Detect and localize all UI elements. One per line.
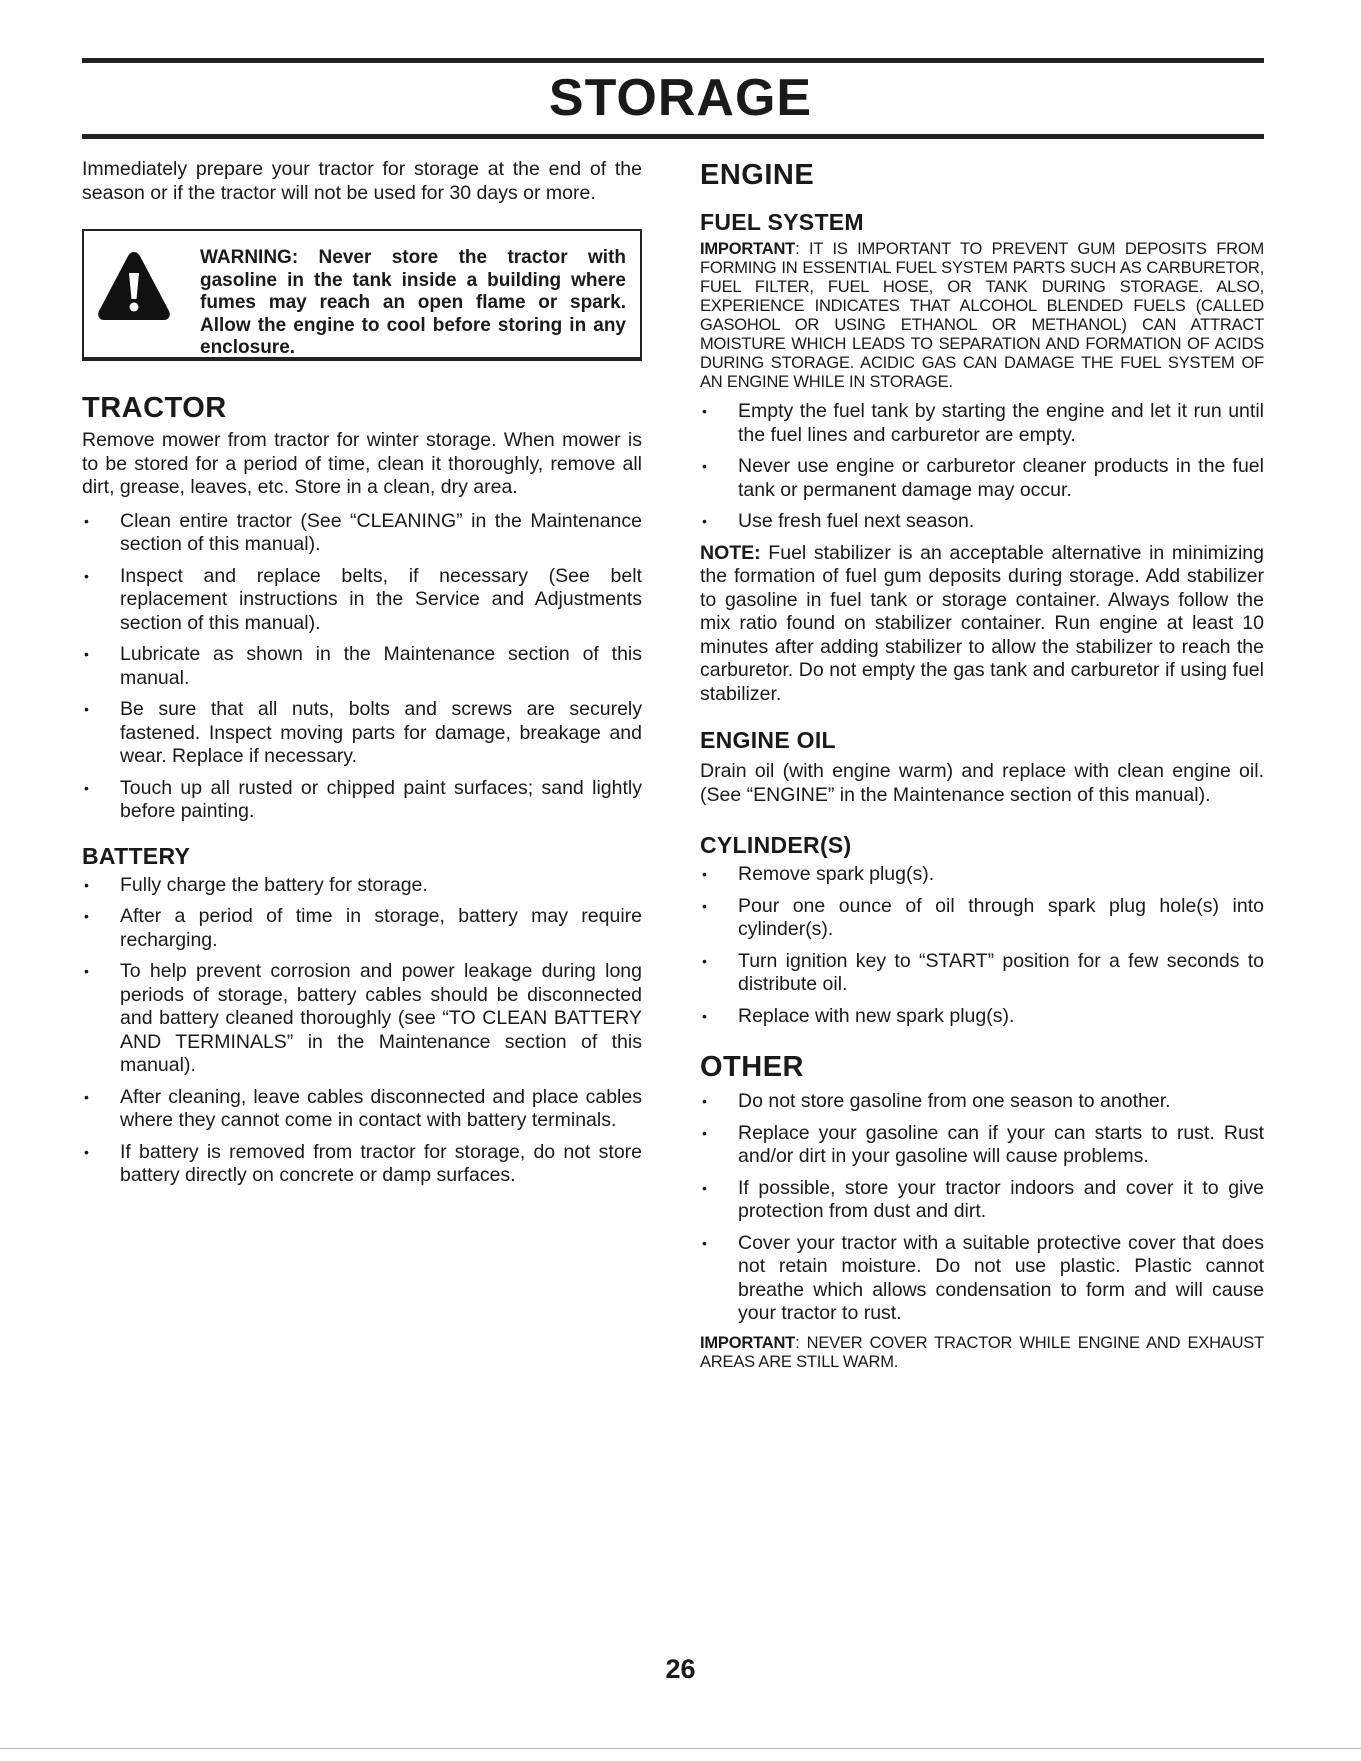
tractor-bullet-list: [82, 510, 642, 824]
list-item: • If battery is removed from tractor for storage, do not store battery directly on concrete or damp surfaces.: [82, 1141, 642, 1188]
list-item: • Inspect and replace belts, if necessary (See belt replacement instructions in the Service and Adjustments section of this manual).: [82, 565, 642, 636]
fuel-system-bullet-list: [700, 400, 1264, 534]
header-rule-top: [82, 58, 1264, 63]
list-item: • If possible, store your tractor indoors and cover it to give protection from dust and dirt.: [700, 1177, 1264, 1224]
engine-heading: ENGINE: [700, 159, 815, 191]
intro-paragraph: Immediately prepare your tractor for storage at the end of the season or if the tractor will not be used for 30 days or more.: [82, 158, 642, 204]
warning-box: [82, 229, 642, 361]
list-item: • Do not store gasoline from one season to another.: [700, 1090, 1264, 1114]
tractor-paragraph: Remove mower from tractor for winter storage. When mower is to be stored for a period of time, clean it thoroughly, remove all dirt, grease, leaves, etc. Store in a clean, dry area.: [82, 429, 642, 498]
list-item: • After cleaning, leave cables disconnected and place cables where they cannot come in contact with battery terminals.: [82, 1086, 642, 1133]
right-column: [700, 158, 1264, 1372]
list-item: • Fully charge the battery for storage.: [82, 874, 642, 898]
list-item: • Pour one ounce of oil through spark plug hole(s) into cylinder(s).: [700, 895, 1264, 942]
warning-text: WARNING: Never store the tractor with gasoline in the tank inside a building where fumes may reach an open flame or spark. Allow the engine to cool before storing in any enclosure.: [200, 247, 626, 358]
list-item: • Replace with new spark plug(s).: [700, 1005, 1264, 1029]
other-important: [700, 1334, 1264, 1372]
battery-bullet-list: [82, 874, 642, 1188]
list-item: • Cover your tractor with a suitable protective cover that does not retain moisture. Do not use plastic. Plastic cannot breathe which allows condensation to form and will cause your tractor to rust.: [700, 1232, 1264, 1326]
cylinders-heading: CYLINDER(S): [700, 832, 852, 858]
list-item: • After a period of time in storage, battery may require recharging.: [82, 905, 642, 952]
engine-oil-paragraph: Drain oil (with engine warm) and replace with clean engine oil. (See “ENGINE” in the Maintenance section of this manual).: [700, 760, 1264, 806]
list-item: • Lubricate as shown in the Maintenance section of this manual.: [82, 643, 642, 690]
note-label: NOTE:: [700, 541, 761, 564]
important-text: : IT IS IMPORTANT TO PREVENT GUM DEPOSITS FROM FORMING IN ESSENTIAL FUEL SYSTEM PARTS SUCH AS CARBURETOR, FUEL FILTER, FUEL HOSE, OR TANK DURING STORAGE. ALSO, EXPERIENCE INDICATES THAT ALCOHOL BLENDED FUELS (CALLED GASOHOL OR USING ETHANOL OR METHANOL) CAN ATTRACT MOISTURE WHICH LEADS TO SEPARATION AND FORMATION OF ACIDS DURING STORAGE. ACIDIC GAS CAN DAMAGE THE FUEL SYSTEM OF AN ENGINE WHILE IN STORAGE.: [700, 240, 1264, 391]
other-bullet-list: [700, 1090, 1264, 1326]
list-item: • Use fresh fuel next season.: [700, 510, 1264, 534]
list-item: • Empty the fuel tank by starting the engine and let it run until the fuel lines and carburetor are empty.: [700, 400, 1264, 447]
list-item: • Remove spark plug(s).: [700, 863, 1264, 887]
important-label: IMPORTANT: [700, 240, 796, 258]
list-item: • Replace your gasoline can if your can starts to rust. Rust and/or dirt in your gasoline will cause problems.: [700, 1122, 1264, 1169]
page-bottom-edge: [0, 1748, 1361, 1749]
list-item: • Turn ignition key to “START” position for a few seconds to distribute oil.: [700, 950, 1264, 997]
tractor-heading: TRACTOR: [82, 392, 227, 424]
page-title: STORAGE: [548, 69, 813, 127]
list-item: • Be sure that all nuts, bolts and screws are securely fastened. Inspect moving parts for damage, breakage and wear. Replace if necessary.: [82, 698, 642, 769]
important-text: : NEVER COVER TRACTOR WHILE ENGINE AND EXHAUST AREAS ARE STILL WARM.: [700, 1333, 1264, 1371]
fuel-system-note: [700, 542, 1264, 707]
fuel-system-heading: FUEL SYSTEM: [700, 209, 864, 235]
cylinders-bullet-list: [700, 863, 1264, 1028]
battery-heading: BATTERY: [82, 842, 191, 869]
list-item: • Clean entire tractor (See “CLEANING” in the Maintenance section of this manual).: [82, 510, 642, 557]
list-item: • To help prevent corrosion and power leakage during long periods of storage, battery cables should be disconnected and battery cleaned thoroughly (see “TO CLEAN BATTERY AND TERMINALS” in the Maintenance section of this manual).: [82, 960, 642, 1078]
fuel-system-important: [700, 240, 1264, 392]
list-item: • Touch up all rusted or chipped paint surfaces; sand lightly before painting.: [82, 777, 642, 824]
list-item: • Never use engine or carburetor cleaner products in the fuel tank or permanent damage may occur.: [700, 455, 1264, 502]
left-column: [82, 158, 642, 1196]
engine-oil-heading: ENGINE OIL: [700, 727, 836, 753]
note-text: Fuel stabilizer is an acceptable alternative in minimizing the formation of fuel gum deposits during storage. Add stabilizer to gasoline in fuel tank or storage container. Always follow the mix ratio found on stabilizer container. Run engine at least 10 minutes after adding stabilizer to allow the stabilizer to reach the carburetor. Do not empty the gas tank and carburetor if using fuel stabilizer.: [700, 541, 1264, 705]
important-label: IMPORTANT: [700, 1333, 796, 1352]
page-number: 26: [665, 1654, 696, 1684]
other-heading: OTHER: [700, 1051, 804, 1083]
warning-triangle-icon: [96, 249, 172, 325]
header-rule-bottom: [82, 134, 1264, 139]
